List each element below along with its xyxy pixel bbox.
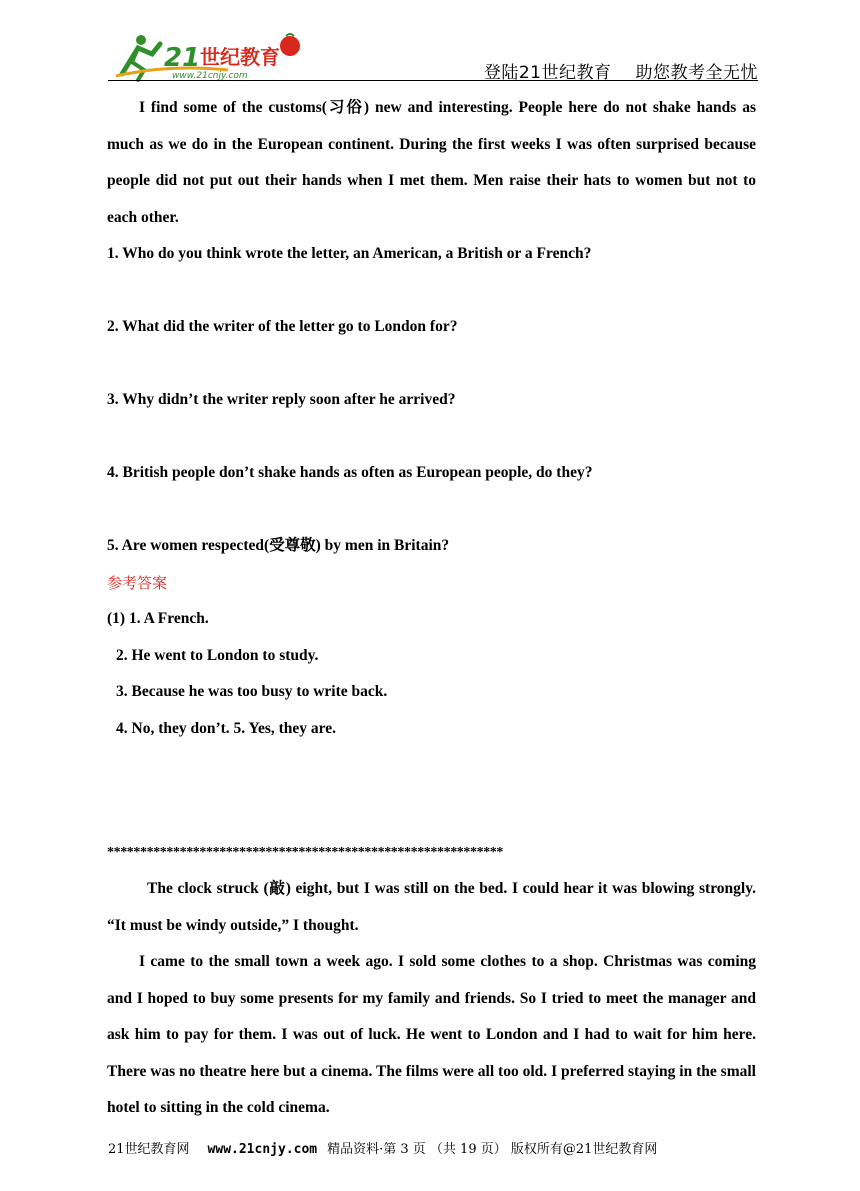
svg-text:www.21cnjy.com: www.21cnjy.com bbox=[172, 71, 248, 81]
svg-text:21: 21 bbox=[164, 43, 201, 73]
answer-line-2: 2. He went to London to study. bbox=[116, 646, 319, 664]
page-content bbox=[107, 90, 756, 1127]
section-separator: ************************************************************ bbox=[107, 845, 504, 860]
footer-page-info: 精品资料·第 3 页 （共 19 页） 版权所有@21世纪教育网 bbox=[327, 1142, 658, 1157]
page-header bbox=[108, 30, 758, 84]
question-2: 2. What did the writer of the letter go to London for? bbox=[107, 318, 458, 335]
header-divider bbox=[108, 80, 758, 81]
question-4: 4. British people don’t shake hands as often as European people, do they? bbox=[107, 464, 593, 481]
footer-site-name: 21世纪教育网 bbox=[108, 1142, 190, 1157]
footer-url[interactable]: www.21cnjy.com bbox=[207, 1142, 318, 1157]
answer-line-4: 4. No, they don’t. 5. Yes, they are. bbox=[116, 719, 336, 737]
svg-text:世纪教育: 世纪教育 bbox=[200, 45, 280, 69]
slogan-right: 助您教考全无忧 bbox=[635, 63, 758, 83]
answer-line-3: 3. Because he was too busy to write back. bbox=[116, 683, 388, 700]
slogan-left: 登陆21世纪教育 bbox=[483, 63, 612, 83]
passage2-paragraph-2: I came to the small town a week ago. I sold some clothes to a shop. Christmas was coming and I hoped to buy some presents for my family and friends. So I tried to meet the manager and ask him to pay for them. I was out of luck. He went to London and I had to wait for him here. There was no theatre here but a cinema. The films were all too old. I preferred staying in the small hotel to sitting in the cold cinema. bbox=[107, 953, 756, 1116]
question-5: 5. Are women respected(受尊敬) by men in Britain? bbox=[107, 537, 450, 554]
question-1: 1. Who do you think wrote the letter, an American, a British or a French? bbox=[107, 245, 592, 262]
passage2-paragraph-1: The clock struck (敲) eight, but I was still on the bed. I could hear it was blowing strongly. “It must be windy outside,” I thought. bbox=[107, 880, 756, 934]
page-footer bbox=[108, 1138, 657, 1157]
answers-heading: 参考答案 bbox=[107, 573, 168, 592]
answer-line-1: (1) 1. A French. bbox=[107, 610, 209, 627]
question-3: 3. Why didn’t the writer reply soon after he arrived? bbox=[107, 391, 456, 408]
passage1-paragraph: I find some of the customs(习俗) new and interesting. People here do not shake hands as much as we do in the European continent. During the first weeks I was often surprised because people did not put out their hands when I met them. Men raise their hats to women but not to each other. bbox=[107, 99, 756, 226]
site-logo bbox=[108, 30, 308, 82]
